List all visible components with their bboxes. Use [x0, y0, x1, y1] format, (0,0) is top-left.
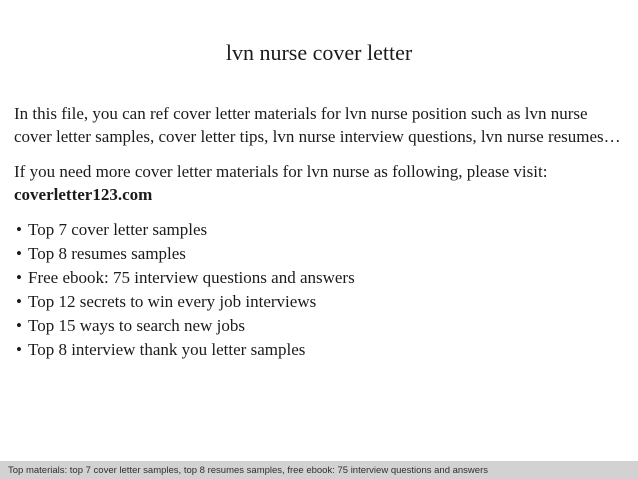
visit-paragraph	[0, 160, 638, 206]
visit-text: If you need more cover letter materials for lvn nurse as following, please visit:	[14, 162, 548, 181]
footer-text: Top materials: top 7 cover letter samples, top 8 resumes samples, free ebook: 75 interview questions and answers	[8, 464, 488, 476]
bullet-icon: •	[16, 244, 22, 263]
list-item-label: Top 15 ways to search new jobs	[28, 316, 245, 335]
list-item-label: Top 12 secrets to win every job interviews	[28, 292, 317, 311]
footer-bar	[0, 461, 638, 479]
page-title: lvn nurse cover letter	[225, 40, 413, 65]
intro-paragraph: In this file, you can ref cover letter materials for lvn nurse position such as lvn nurse cover letter samples, cover letter tips, lvn nurse interview questions, lvn nurse resumes…	[14, 104, 621, 146]
bullet-icon: •	[16, 316, 22, 335]
list-item	[14, 242, 624, 266]
list-item-label: Free ebook: 75 interview questions and answers	[28, 268, 355, 287]
list-item	[14, 338, 624, 362]
list-item	[14, 314, 624, 338]
list-item-label: Top 8 resumes samples	[28, 244, 186, 263]
list-item	[14, 218, 624, 242]
list-item	[14, 266, 624, 290]
bullet-icon: •	[16, 268, 22, 287]
bullet-icon: •	[16, 340, 22, 359]
bullet-icon: •	[16, 292, 22, 311]
list-item-label: Top 8 interview thank you letter samples	[28, 340, 306, 359]
bullet-icon: •	[16, 220, 22, 239]
list-item-label: Top 7 cover letter samples	[28, 220, 208, 239]
materials-list	[0, 218, 638, 362]
list-item	[14, 290, 624, 314]
website-text: coverletter123.com	[14, 185, 153, 204]
